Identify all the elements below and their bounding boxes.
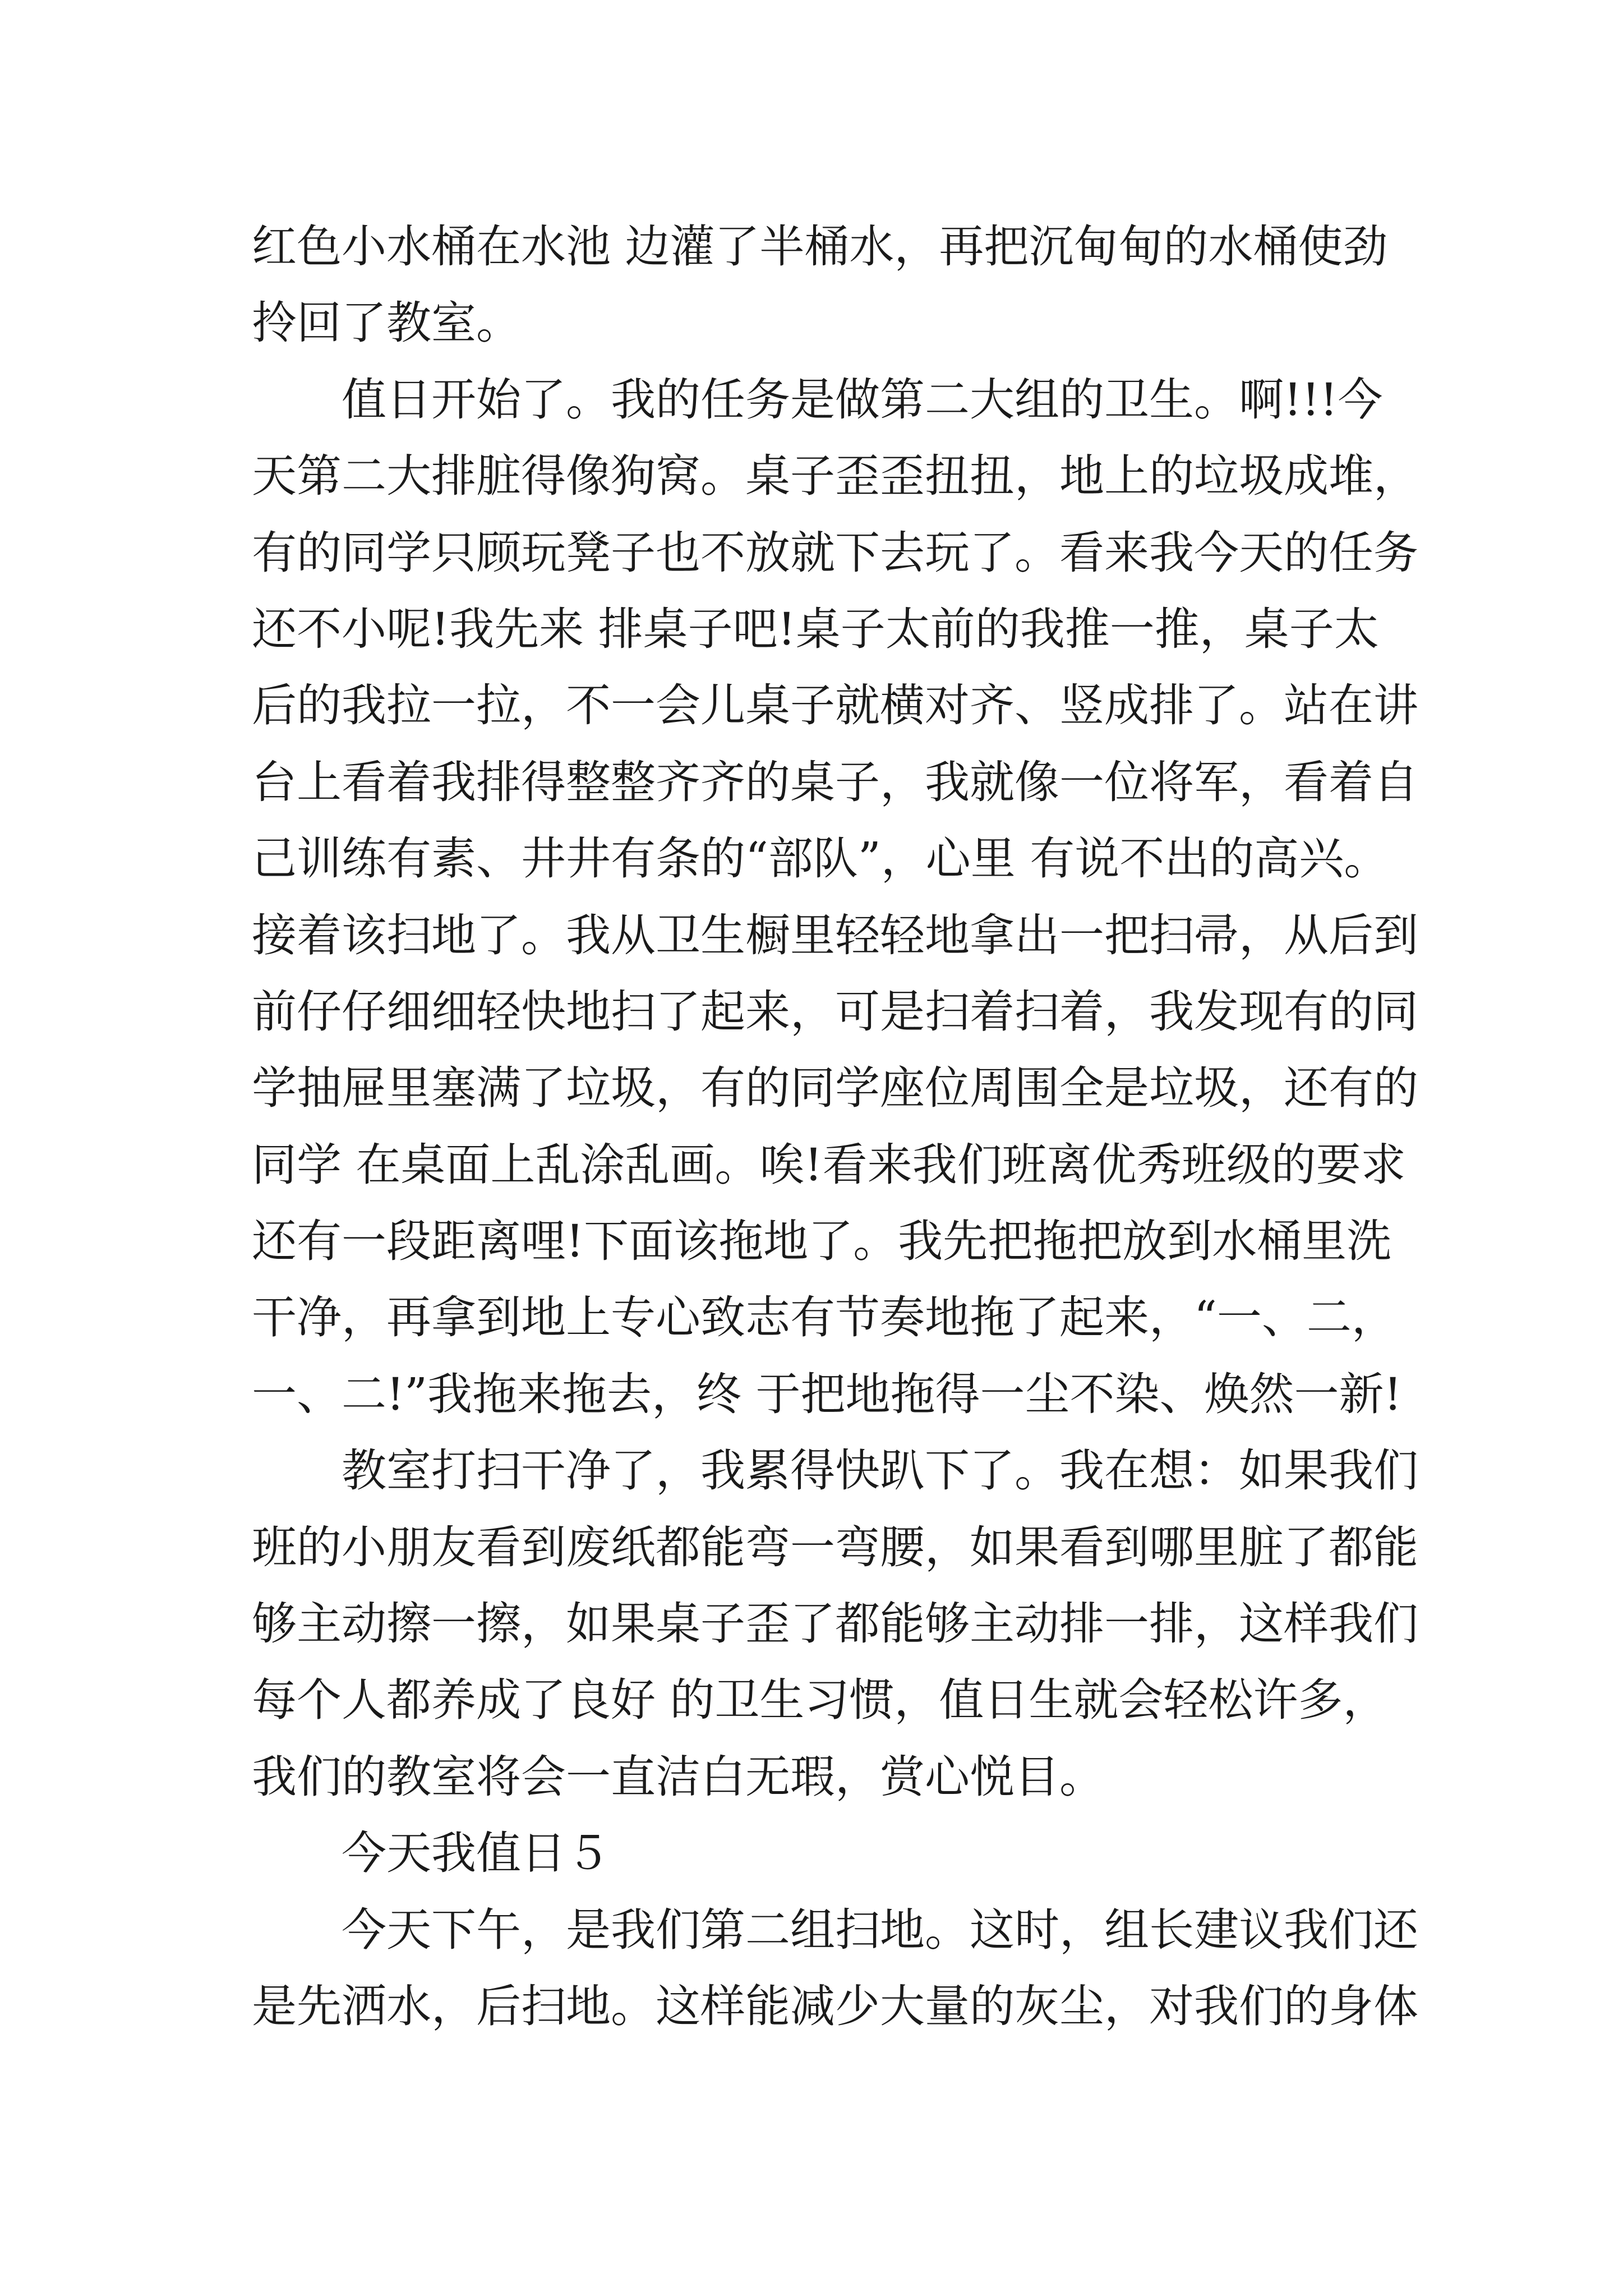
text-line: 今天下午，是我们第二组扫地。这时，组长建议我们还 [342,1903,1418,1956]
text-line: 同学 在桌面上乱涂乱画。唉!看来我们班离优秀班级的要求 [252,1138,1406,1191]
text-line: 有的同学只顾玩凳子也不放就下去玩了。看来我今天的任务 [252,526,1418,579]
text-line: 值日开始了。我的任务是做第二大组的卫生。啊!!!今 [342,373,1383,426]
text-line: 干净，再拿到地上专心致志有节奏地拖了起来，“一、二， [252,1291,1396,1344]
text-line: 台上看着我排得整整齐齐的桌子，我就像一位将军，看着自 [252,756,1418,808]
text-line: 教室打扫干净了，我累得快趴下了。我在想：如果我们 [342,1444,1418,1497]
text-line: 拎回了教室。 [252,297,521,349]
text-line: 够主动擦一擦，如果桌子歪了都能够主动排一排，这样我们 [252,1598,1418,1650]
text-line: 还不小呢!我先来 排桌子吧!桌子太前的我推一推，桌子太 [252,602,1379,655]
text-line: 己训练有素、井井有条的“部队”，心里 有说不出的高兴。 [252,832,1389,885]
text-line: 我们的教室将会一直洁白无瑕，赏心悦目。 [252,1750,1104,1803]
text-line: 是先洒水，后扫地。这样能减少大量的灰尘，对我们的身体 [252,1980,1418,2032]
text-line: 红色小水桶在水池 边灌了半桶水，再把沉甸甸的水桶使劲 [252,220,1388,273]
text-line: 后的我拉一拉，不一会儿桌子就横对齐、竖成排了。站在讲 [252,679,1418,732]
text-line: 前仔仔细细轻快地扫了起来，可是扫着扫着，我发现有的同 [252,985,1418,1038]
text-line: 还有一段距离哩!下面该拖地了。我先把拖把放到水桶里洗 [252,1215,1392,1268]
text-line: 接着该扫地了。我从卫生橱里轻轻地拿出一把扫帚，从后到 [252,909,1418,961]
text-line: 今天我值日５ [342,1827,611,1880]
body-text [252,209,1418,2045]
text-line: 班的小朋友看到废纸都能弯一弯腰，如果看到哪里脏了都能 [252,1521,1418,1573]
text-line: 天第二大排脏得像狗窝。桌子歪歪扭扭，地上的垃圾成堆， [252,450,1418,503]
text-line: 每个人都养成了良好 的卫生习惯，值日生就会轻松许多， [252,1674,1388,1727]
text-line: 学抽屉里塞满了垃圾，有的同学座位周围全是垃圾，还有的 [252,1062,1418,1115]
text-line: 一、二!”我拖来拖去，终 于把地拖得一尘不染、焕然一新! [252,1368,1402,1420]
